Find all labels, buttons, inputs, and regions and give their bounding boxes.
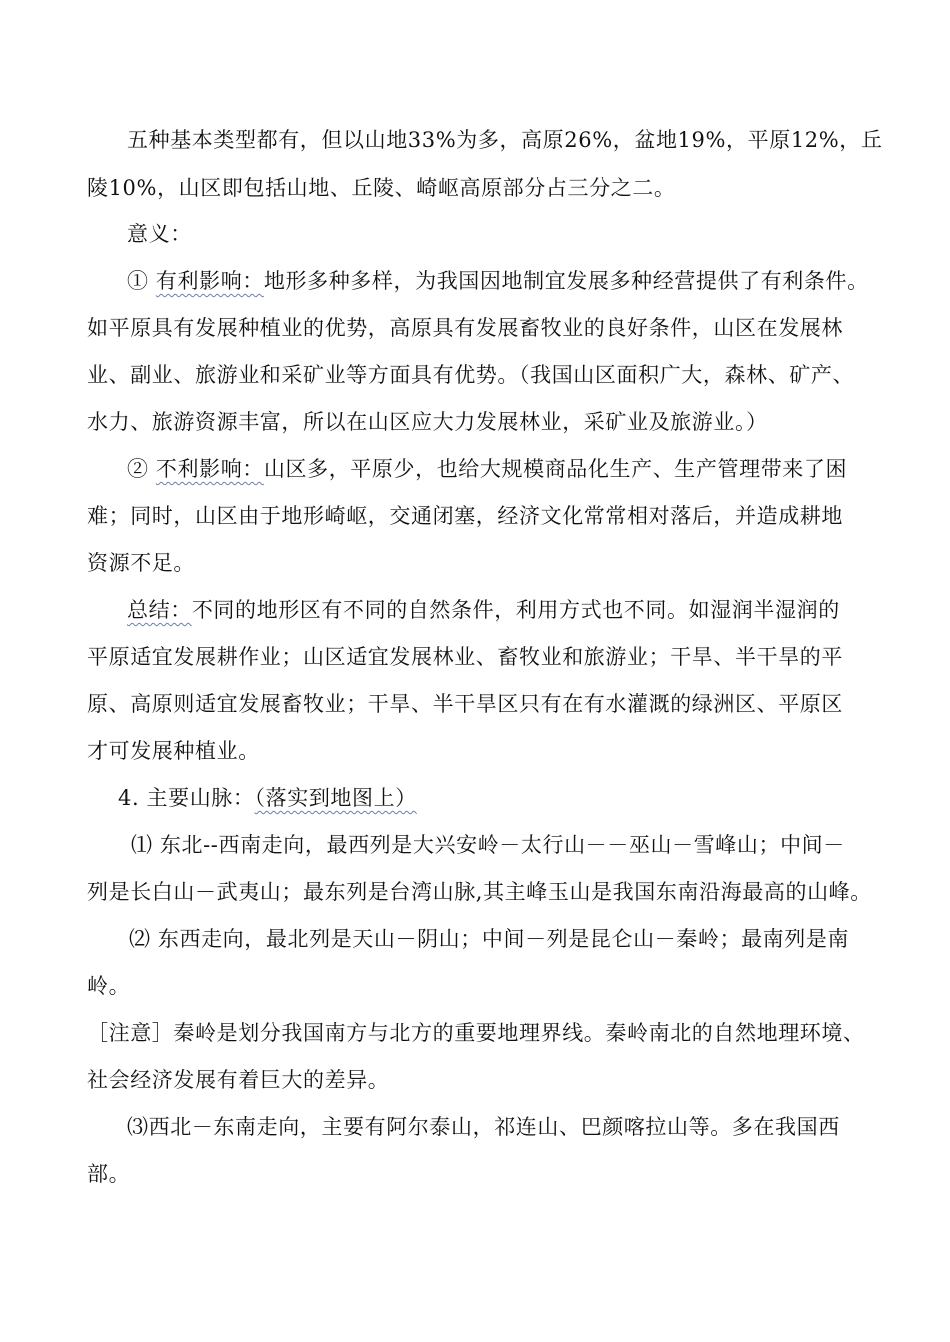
paragraph-line: 水力、旅游资源丰富，所以在山区应大力发展林业，采矿业及旅游业。） [87,410,768,434]
line-text: 山区多，平原少，也给大规模商品化生产、生产管理带来了困 [263,457,848,481]
unfavorable-impact-label: 不利影响： [155,457,264,481]
paragraph-line: 陵10%，山区即包括山地、丘陵、崎岖高原部分占三分之二。 [87,176,676,200]
paragraph-line: 业、副业、旅游业和采矿业等方面具有优势。（我国山区面积广大，森林、矿产、 [87,363,855,387]
map-note-label: （落实到地图上） [254,786,417,810]
list-marker: ① [127,269,156,293]
paragraph-line: 五种基本类型都有，但以山地33%为多，高原26%，盆地19%，平原12%，丘 [127,128,883,152]
line-text: 不同的地形区有不同的自然条件，利用方式也不同。如湿润半湿润的 [191,598,840,622]
favorable-impact-label: 有利影响： [155,269,264,293]
paragraph-line: 部。 [87,1162,131,1186]
section-heading-mountains [118,785,417,811]
paragraph-line: 岭。 [87,974,131,998]
paragraph-line: 列是长白山－武夷山；最东列是台湾山脉,其主峰玉山是我国东南沿海最高的山峰。 [87,880,872,904]
paragraph-line: 原、高原则适宜发展畜牧业；干旱、半干旱区只有在有水灌溉的绿洲区、平原区 [87,692,843,716]
paragraph-line-summary [127,597,840,623]
paragraph-line: 资源不足。 [87,551,195,575]
paragraph-line: 平原适宜发展耕作业；山区适宜发展林业、畜牧业和旅游业；干旱、半干旱的平 [87,645,843,669]
paragraph-line: 才可发展种植业。 [87,739,260,763]
paragraph-line: 如平原具有发展种植业的优势，高原具有发展畜牧业的良好条件，山区在发展林 [87,316,843,340]
paragraph-line-favorable [127,268,869,294]
section-heading-significance: 意义： [127,222,192,246]
heading-text: 4. 主要山脉： [118,786,255,810]
line-text: 地形多种多样，为我国因地制宜发展多种经营提供了有利条件。 [263,269,869,293]
paragraph-line: ⑴ 东北--西南走向，最西列是大兴安岭－太行山－－巫山－雪峰山；中间－ [131,833,845,857]
summary-label: 总结： [127,598,192,622]
list-marker: ② [127,457,156,481]
paragraph-line: 难；同时，山区由于地形崎岖，交通闭塞，经济文化常常相对落后，并造成耕地 [87,504,843,528]
paragraph-line: ⑵ 东西走向，最北列是天山－阴山；中间－列是昆仑山－秦岭；最南列是南 [129,927,850,951]
paragraph-line: 社会经济发展有着巨大的差异。 [87,1068,390,1092]
paragraph-line: ⑶西北－东南走向，主要有阿尔泰山，祁连山、巴颜喀拉山等。多在我国西 [127,1115,840,1139]
paragraph-line-unfavorable [127,456,847,482]
paragraph-line-note: ［注意］秦岭是划分我国南方与北方的重要地理界线。秦岭南北的自然地理环境、 [87,1021,865,1045]
